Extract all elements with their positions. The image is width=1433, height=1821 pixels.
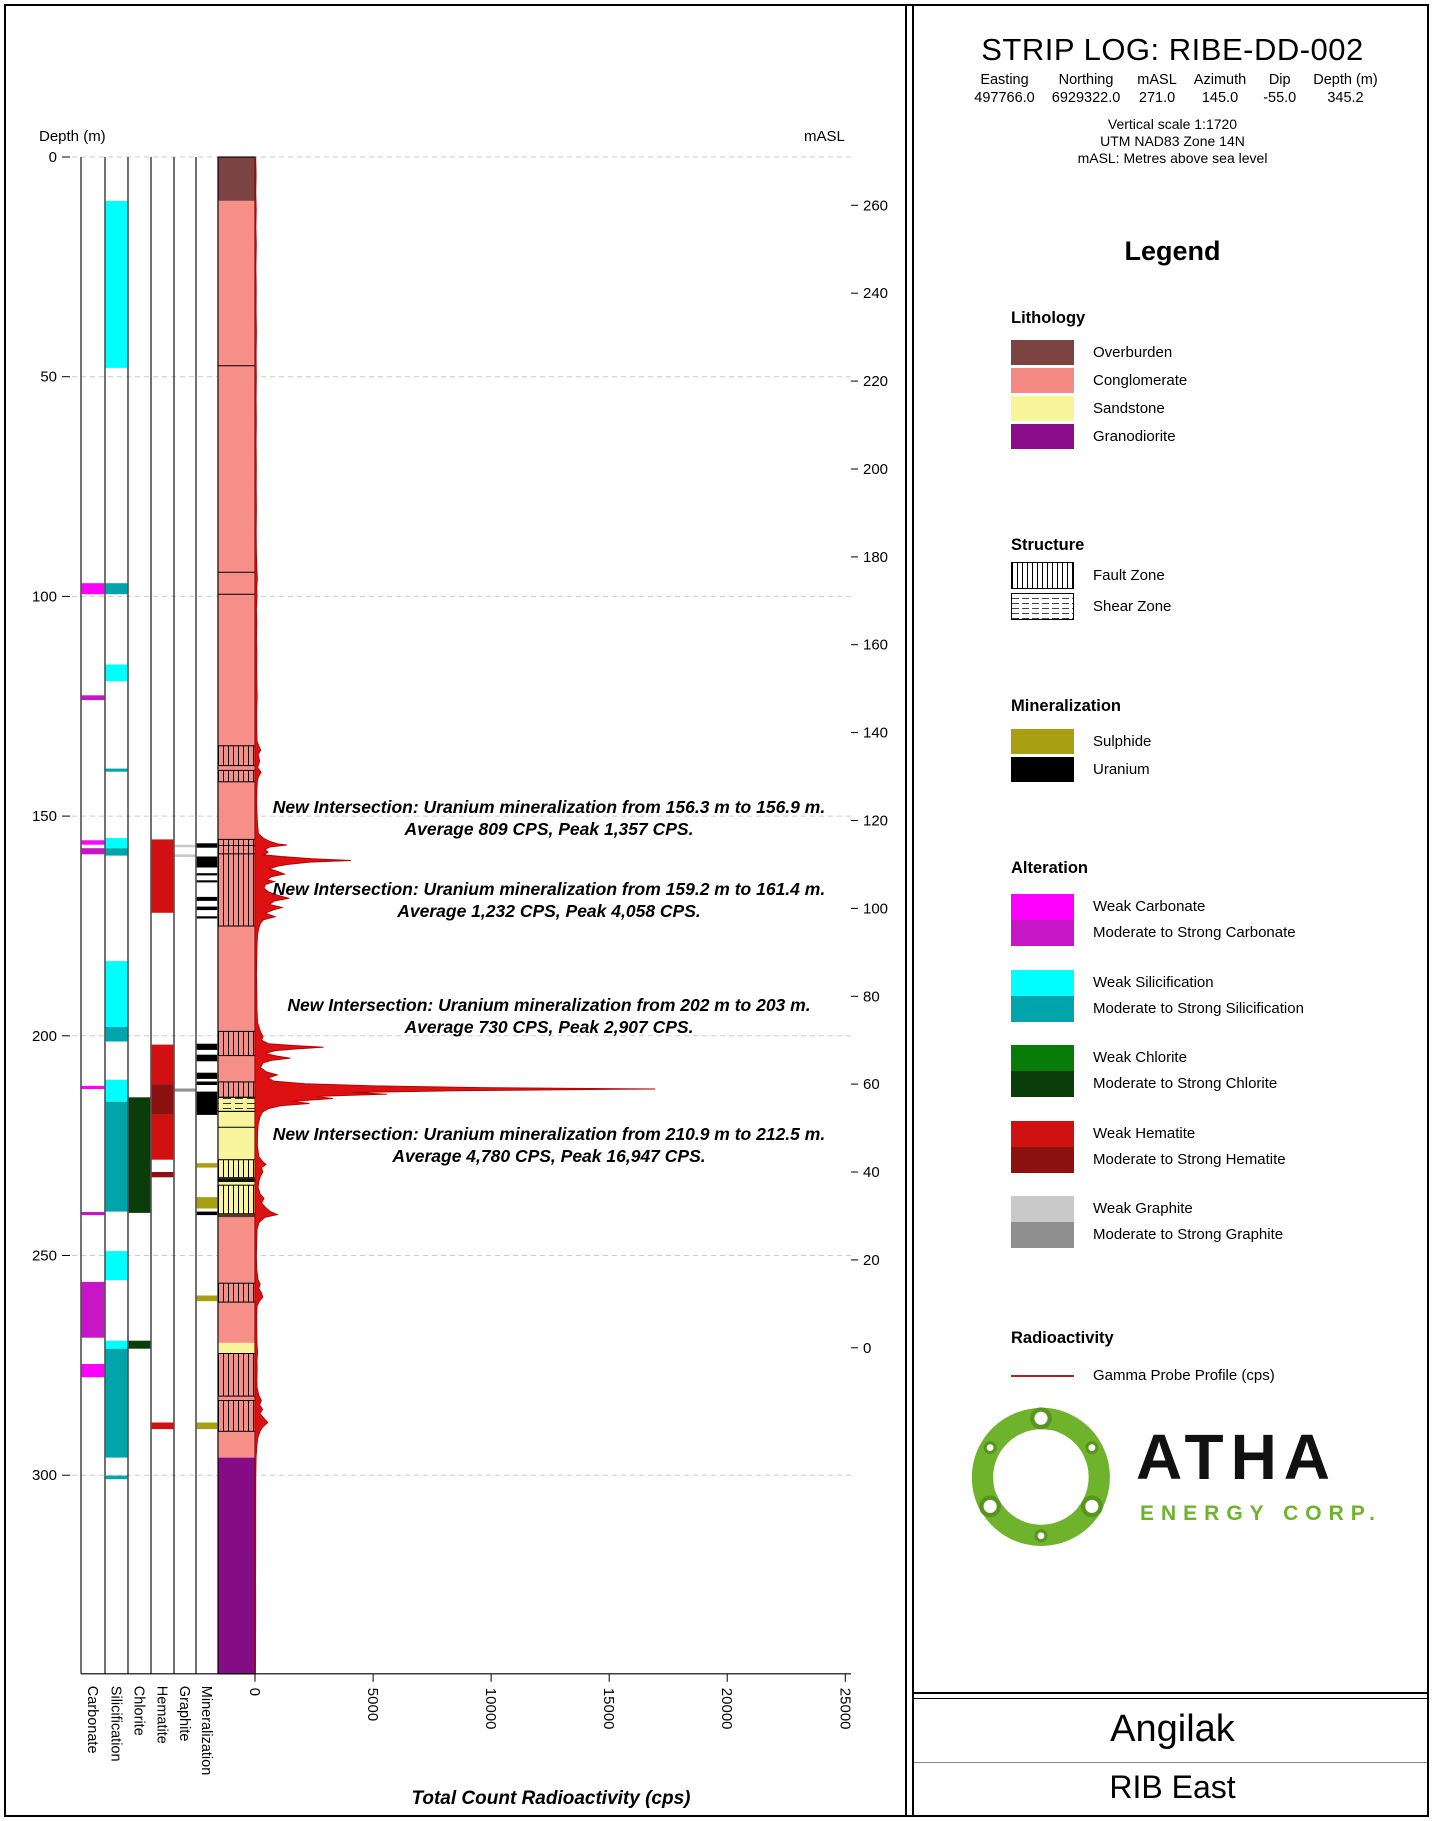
svg-text:5000: 5000 (364, 1687, 382, 1722)
svg-text:Chlorite: Chlorite (130, 1685, 147, 1736)
depth-axis-header: Depth (m) (39, 128, 106, 145)
legend-swatch-moderate-to-strong-silicification (1011, 996, 1074, 1022)
field-label: Azimuth (1193, 72, 1247, 88)
field-label: Dip (1268, 72, 1291, 88)
legend-swatch-shear-zone (1011, 593, 1074, 620)
field-masl (1137, 72, 1177, 106)
project-name: Angilak (1110, 1708, 1235, 1750)
legend-label: Weak Carbonate (1093, 898, 1206, 915)
legend-label: Sulphide (1093, 732, 1152, 750)
legend-swatch-uranium (1011, 757, 1074, 782)
note-utm-zone: UTM NAD83 Zone 14N (1100, 133, 1245, 150)
legend-section-structure: Structure (1011, 536, 1085, 554)
svg-text:0: 0 (48, 149, 57, 166)
svg-text:25000: 25000 (836, 1687, 854, 1730)
field-label: Northing (1058, 72, 1114, 88)
svg-text:260: 260 (863, 197, 889, 215)
legend-section-radioactivity: Radioactivity (1011, 1329, 1114, 1347)
panel-divider-inner (912, 6, 914, 1817)
legend-swatch-gamma-line (1011, 1375, 1074, 1377)
field-depth (1313, 72, 1377, 106)
legend-swatch-conglomerate (1011, 368, 1074, 393)
legend-label: Granodiorite (1093, 427, 1176, 445)
field-dip (1263, 72, 1296, 106)
svg-text:180: 180 (863, 548, 889, 566)
svg-text:150: 150 (31, 808, 57, 826)
legend-swatch-weak-hematite (1011, 1121, 1074, 1147)
field-label: Depth (m) (1313, 72, 1378, 88)
legend-label: Conglomerate (1093, 371, 1188, 389)
svg-text:160: 160 (863, 636, 889, 654)
svg-text:20000: 20000 (718, 1687, 736, 1730)
legend-label: Uranium (1093, 760, 1150, 778)
legend-swatch-moderate-to-strong-chlorite (1011, 1071, 1074, 1097)
svg-text:Graphite: Graphite (176, 1685, 192, 1742)
legend-swatch-fault-zone (1011, 562, 1074, 589)
svg-text:200: 200 (863, 461, 889, 478)
legend-swatch-moderate-to-strong-hematite (1011, 1147, 1074, 1173)
atha-swirl-icon (966, 1402, 1116, 1552)
svg-text:300: 300 (31, 1467, 57, 1485)
field-value: 145.0 (1201, 90, 1239, 106)
legend-section-alteration: Alteration (1011, 859, 1089, 877)
svg-text:Mineralization: Mineralization (198, 1685, 214, 1776)
collar-fields (941, 72, 1411, 106)
field-label: Easting (980, 72, 1029, 88)
legend-label: Weak Hematite (1093, 1124, 1196, 1142)
field-value: 497766.0 (974, 90, 1035, 106)
legend-swatch-sulphide (1011, 729, 1074, 754)
legend-label: Overburden (1093, 343, 1173, 361)
gamma-axis-title: Total Count Radioactivity (cps) (411, 1788, 691, 1809)
strip-log-page (4, 4, 1429, 1817)
legend-label: Moderate to Strong Chlorite (1093, 1075, 1278, 1092)
svg-text:40: 40 (863, 1164, 880, 1181)
field-value: 345.2 (1327, 90, 1364, 106)
field-easting (974, 72, 1034, 106)
svg-text:0: 0 (246, 1687, 263, 1697)
area-name: RIB East (1109, 1769, 1236, 1805)
note-vertical-scale: Vertical scale 1:1720 (1107, 116, 1238, 132)
footer-divider-top (914, 1692, 1429, 1694)
logo-name: ATHA (1136, 1421, 1337, 1493)
company-logo (966, 1402, 1426, 1557)
legend-label: Moderate to Strong Graphite (1093, 1226, 1284, 1243)
field-azimuth (1194, 72, 1246, 106)
legend-swatch-weak-graphite (1011, 1196, 1074, 1222)
legend-label: Moderate to Strong Silicification (1093, 999, 1304, 1017)
footer-divider-mid (914, 1762, 1429, 1763)
field-value: -55.0 (1263, 90, 1297, 106)
svg-text:Carbonate: Carbonate (84, 1685, 100, 1754)
svg-text:20: 20 (863, 1251, 880, 1269)
scale-notes (915, 116, 1429, 167)
svg-text:240: 240 (863, 285, 889, 303)
svg-text:140: 140 (863, 724, 889, 742)
legend-swatch-weak-carbonate (1011, 894, 1074, 920)
masl-axis-header: mASL (804, 128, 845, 145)
svg-text:10000: 10000 (482, 1687, 500, 1730)
intersection-annotation-3: New Intersection: Uranium mineralization from 202 m to 203 m. Average 730 CPS, Peak 2,907 CPS. (287, 995, 811, 1038)
svg-text:120: 120 (863, 812, 889, 830)
svg-text:Silicification: Silicification (107, 1685, 124, 1762)
legend-label: Weak Chlorite (1093, 1049, 1187, 1066)
svg-text:220: 220 (863, 373, 889, 391)
field-northing (1052, 72, 1121, 106)
panel-divider-outer (905, 6, 907, 1817)
legend-section-lithology: Lithology (1011, 309, 1086, 327)
legend-swatch-weak-silicification (1011, 970, 1074, 996)
intersection-annotation-1: New Intersection: Uranium mineralization from 156.3 m to 156.9 m. Average 809 CPS, Peak 1,357 CPS. (272, 796, 826, 840)
legend-label: Moderate to Strong Hematite (1093, 1150, 1286, 1168)
field-value: 271.0 (1138, 90, 1176, 106)
page-title: STRIP LOG: RIBE-DD-002 (981, 32, 1364, 67)
field-value: 6929322.0 (1051, 90, 1121, 106)
legend-section-mineralization: Mineralization (1011, 697, 1122, 715)
svg-text:60: 60 (863, 1076, 880, 1094)
field-label: mASL (1137, 72, 1177, 88)
footer-divider-top2 (914, 1698, 1429, 1699)
svg-text:80: 80 (863, 988, 880, 1006)
legend-swatch-moderate-to-strong-carbonate (1011, 920, 1074, 946)
svg-text:50: 50 (40, 368, 57, 386)
svg-text:Hematite: Hematite (153, 1685, 170, 1744)
intersection-annotation-4: New Intersection: Uranium mineralization from 210.9 m to 212.5 m. Average 4,780 CPS, Peak 16,947 CPS. (272, 1123, 826, 1167)
legend-swatch-weak-chlorite (1011, 1045, 1074, 1071)
svg-text:250: 250 (31, 1247, 57, 1265)
legend-swatch-moderate-to-strong-graphite (1011, 1222, 1074, 1248)
legend-swatch-granodiorite (1011, 424, 1074, 449)
svg-text:0: 0 (863, 1339, 872, 1357)
svg-text:100: 100 (31, 588, 57, 606)
legend-label: Gamma Probe Profile (cps) (1093, 1367, 1275, 1384)
svg-text:200: 200 (31, 1027, 57, 1045)
intersection-annotation-2: New Intersection: Uranium mineralization from 159.2 m to 161.4 m. Average 1,232 CPS, Peak 4,058 CPS. (272, 879, 826, 922)
svg-text:100: 100 (863, 900, 889, 918)
svg-text:15000: 15000 (600, 1687, 618, 1730)
legend-label: Sandstone (1093, 399, 1165, 417)
note-masl-def: mASL: Metres above sea level (1077, 150, 1268, 167)
legend-label: Weak Silicification (1093, 973, 1214, 991)
logo-subtitle: ENERGY CORP. (1140, 1502, 1382, 1525)
legend-swatch-sandstone (1011, 396, 1074, 421)
legend-label: Moderate to Strong Carbonate (1093, 924, 1296, 941)
legend-swatch-overburden (1011, 340, 1074, 365)
legend-label: Shear Zone (1093, 597, 1172, 615)
legend-heading: Legend (1124, 236, 1221, 266)
legend-label: Weak Graphite (1093, 1200, 1193, 1217)
legend-label: Fault Zone (1093, 566, 1165, 584)
